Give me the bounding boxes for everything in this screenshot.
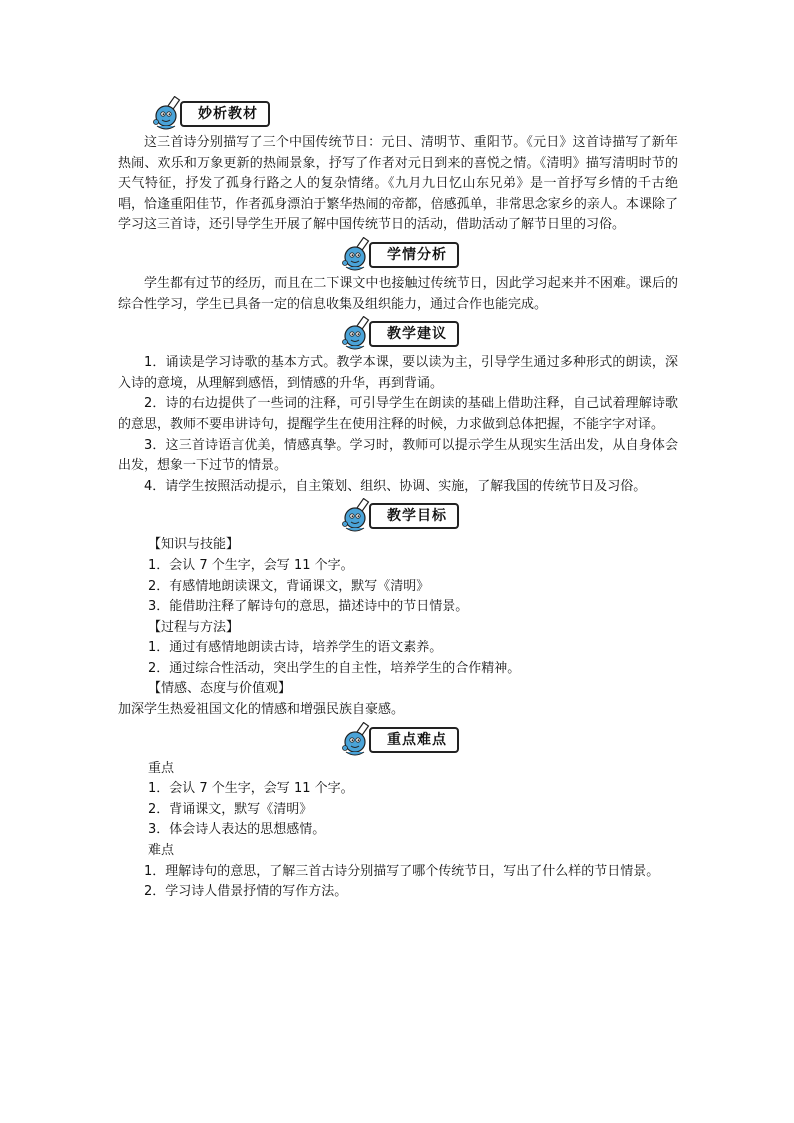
pencil-mascot-icon [337,316,381,352]
heading-badge [337,237,459,273]
section-heading-keypoints [118,721,678,759]
difficult-item: 2．学习诗人借景抒情的写作方法。 [144,884,348,900]
section-title: 学情分析 [369,242,459,268]
suggestion-item: 1．诵读是学习诗歌的基本方式。教学本课，要以读为主，引导学生通过多种形式的朗读，深入诗的意境，从理解到感悟，到情感的升华，再到背诵。 [118,355,678,391]
section-heading-students [118,236,678,274]
difficult-label: 难点 [148,843,175,859]
heading-badge [337,498,459,534]
suggestion-item: 2．诗的右边提供了一些词的注释，可引导学生在朗读的基础上借助注释，自己试着理解诗歌的意思，教师不要串讲诗句，提醒学生在使用注释的时候，力求做到总体把握，不能字字对译。 [118,396,678,432]
key-item: 1．会认 7 个生字，会写 11 个字。 [148,781,354,797]
goal-emotion: 加深学生热爱祖国文化的情感和增强民族自豪感。 [118,702,405,718]
pencil-mascot-icon [337,498,381,534]
heading-badge [337,722,459,758]
students-paragraph: 学生都有过节的经历，而且在二下课文中也接触过传统节日，因此学习起来并不困难。课后的综合性学习，学生已具备一定的信息收集及组织能力，通过合作也能完成。 [118,275,678,312]
suggestion-item: 3．这三首诗语言优美，情感真挚。学习时，教师可以提示学生从现实生活出发，从自身体会出发，想象一下过节的情景。 [118,437,678,474]
section-title: 妙析教材 [180,101,270,127]
goals-knowledge-label: 【知识与技能】 [148,537,240,553]
section-heading-suggestions [118,315,678,353]
heading-badge [337,316,459,352]
key-item: 2．背诵课文，默写《清明》 [148,801,313,817]
goal-item: 2．通过综合性活动，突出学生的自主性，培养学生的合作精神。 [148,660,521,676]
goal-item: 2．有感情地朗读课文，背诵课文，默写《清明》 [148,578,430,594]
section-title: 教学目标 [369,503,459,529]
section-title: 教学建议 [369,321,459,347]
difficult-item: 1．理解诗句的意思，了解三首古诗分别描写了哪个传统节日，写出了什么样的节日情景。 [144,863,660,879]
pencil-mascot-icon [148,96,192,132]
heading-badge [148,96,270,132]
section-heading-goals [118,497,678,535]
analysis-paragraph: 这三首诗分别描写了三个中国传统节日：元日、清明节、重阳节。《元日》这首诗描写了新年热闹、欢乐和万象更新的热闹景象，抒写了作者对元日到来的喜悦之情。《清明》描写清明时节的天气特征，抒发了孤身行路之人的复杂情绪。《九月九日忆山东兄弟》是一首抒写乡情的千古绝唱，恰逢重阳佳节，作者孤身漂泊于繁华热闹的帝都，倍感孤单，非常思念家乡的亲人。本课除了学习这三首诗，还引导学生开展了解中国传统节日的活动，借助活动了解节日里的习俗。 [118,135,678,233]
goal-item: 1．会认 7 个生字，会写 11 个字。 [148,557,354,573]
section-title: 重点难点 [369,727,459,753]
key-label: 重点 [148,760,175,776]
pencil-mascot-icon [337,237,381,273]
section-heading-analysis [118,95,678,133]
document-content [118,95,678,903]
pencil-mascot-icon [337,722,381,758]
goal-item: 3．能借助注释了解诗句的意思，描述诗中的节日情景。 [148,599,469,615]
goals-process-label: 【过程与方法】 [148,619,240,635]
goals-emotion-label: 【情感、态度与价值观】 [148,681,292,697]
goal-item: 1．通过有感情地朗读古诗，培养学生的语文素养。 [148,640,443,656]
key-item: 3．体会诗人表达的思想感情。 [148,822,326,838]
suggestion-item: 4．请学生按照活动提示，自主策划、组织、协调、实施，了解我国的传统节日及习俗。 [144,478,647,494]
